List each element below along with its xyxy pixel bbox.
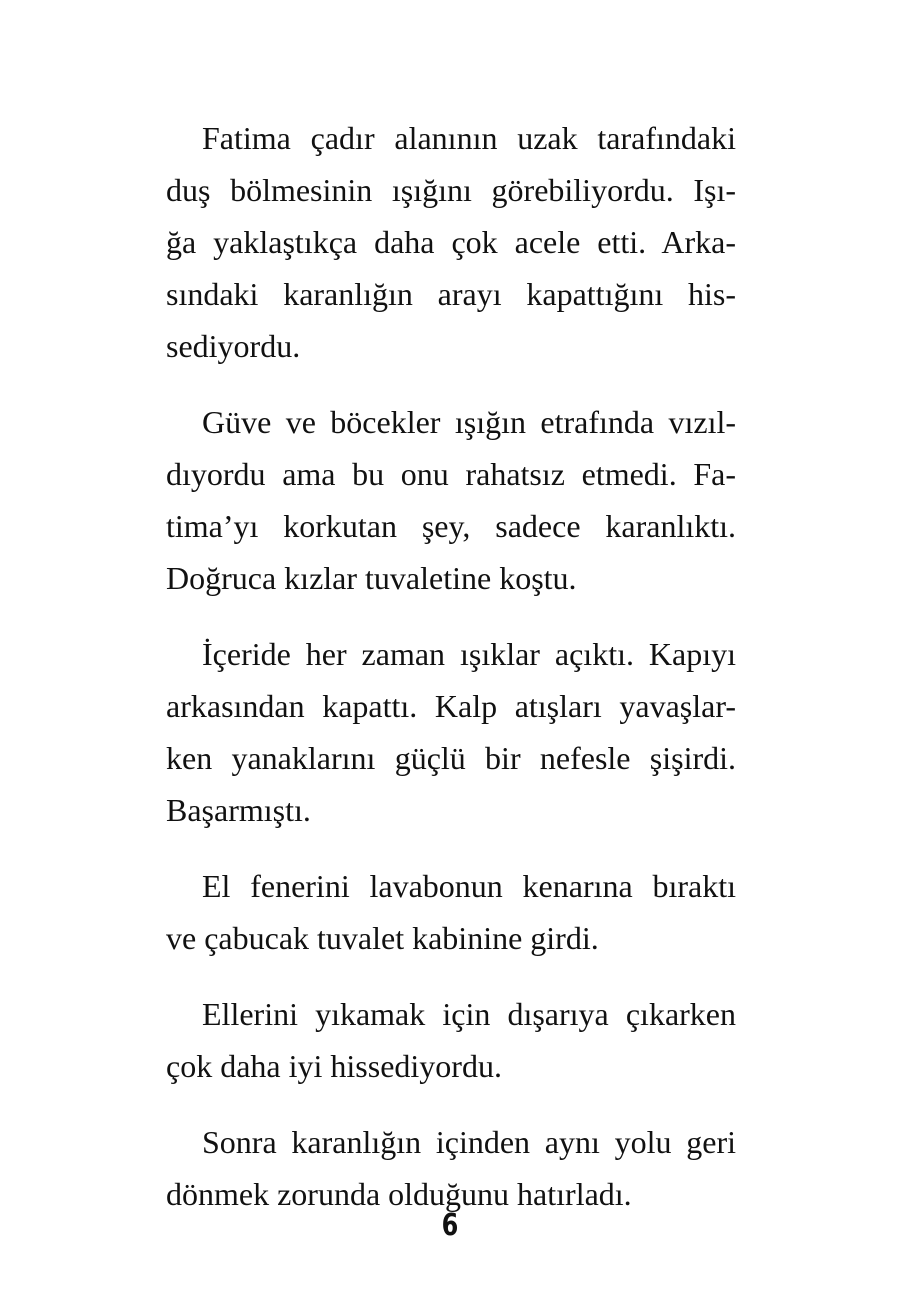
text-line: Doğruca kızlar tuvaletine koştu. <box>166 560 577 596</box>
text-line: çok daha iyi hissediyordu. <box>166 1048 502 1084</box>
text-line: sındaki karanlığın arayı kapattığını his- <box>166 276 736 312</box>
text-line: İçeride her zaman ışıklar açıktı. Kapıyı <box>202 636 736 672</box>
text-line: ğa yaklaştıkça daha çok acele etti. Arka- <box>166 224 736 260</box>
page-body <box>166 112 736 1220</box>
text-line: tima’yı korkutan şey, sadece karanlıktı. <box>166 508 736 544</box>
text-line: ve çabucak tuvalet kabinine girdi. <box>166 920 599 956</box>
text-line: sediyordu. <box>166 328 301 364</box>
text-line: dıyordu ama bu onu rahatsız etmedi. Fa- <box>166 456 736 492</box>
text-line: Sonra karanlığın içinden aynı yolu geri <box>202 1124 736 1160</box>
text-line: arkasından kapattı. Kalp atışları yavaşlar- <box>166 688 736 724</box>
paragraph-1 <box>166 112 736 372</box>
page-number: 6 <box>441 1208 459 1243</box>
paragraph-6 <box>166 1116 736 1220</box>
text-line: Ellerini yıkamak için dışarıya çıkarken <box>202 996 736 1032</box>
text-line: ken yanaklarını güçlü bir nefesle şişirdi. <box>166 740 736 776</box>
paragraph-2 <box>166 396 736 604</box>
text-line: dönmek zorunda olduğunu hatırladı. <box>166 1176 632 1212</box>
paragraph-4 <box>166 860 736 964</box>
text-line: duş bölmesinin ışığını görebiliyordu. Işı- <box>166 172 736 208</box>
paragraph-3 <box>166 628 736 836</box>
text-line: Fatima çadır alanının uzak tarafındaki <box>202 120 736 156</box>
text-line: El fenerini lavabonun kenarına bıraktı <box>202 868 736 904</box>
paragraph-5 <box>166 988 736 1092</box>
text-line: Güve ve böcekler ışığın etrafında vızıl- <box>202 404 736 440</box>
text-line: Başarmıştı. <box>166 792 311 828</box>
